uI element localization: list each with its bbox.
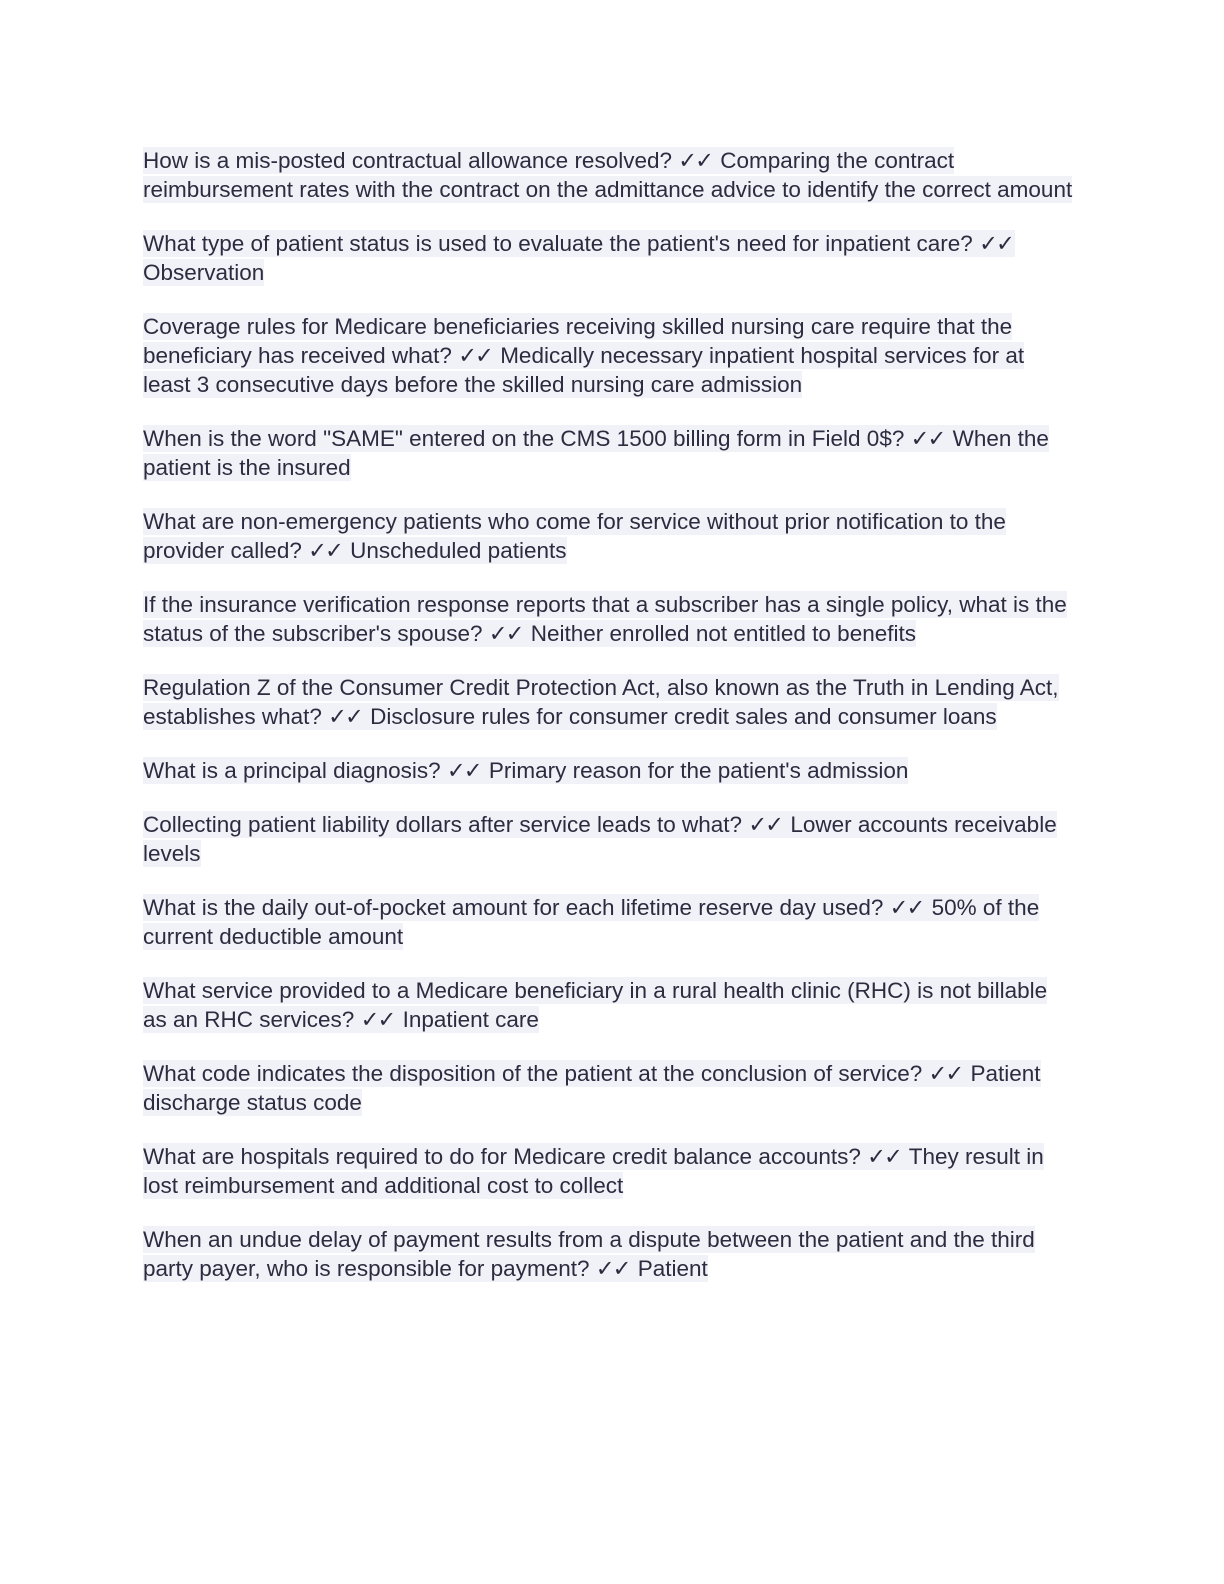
qa-highlight	[143, 1226, 1035, 1282]
question-text: What service provided to a Medicare beneficiary in a rural health clinic (RHC) is not billable as an RHC services?	[143, 978, 1048, 1032]
double-check-icon: ✓✓	[748, 812, 783, 837]
double-check-icon: ✓✓	[928, 1061, 963, 1086]
question-text: Collecting patient liability dollars after service leads to what?	[143, 812, 743, 837]
question-text: Coverage rules for Medicare beneficiaries receiving skilled nursing care require that the beneficiary has received what?	[143, 314, 1013, 368]
question-text: What are hospitals required to do for Medicare credit balance accounts?	[143, 1144, 861, 1169]
qa-highlight	[143, 508, 1006, 564]
qa-highlight	[143, 230, 1015, 286]
question-text: What are non-emergency patients who come for service without prior notification to the provider called?	[143, 509, 1006, 563]
double-check-icon: ✓✓	[488, 621, 523, 646]
qa-highlight	[143, 1060, 1041, 1116]
qa-item	[143, 976, 1073, 1034]
answer-text: They result in lost reimbursement and additional cost to collect	[143, 1144, 1044, 1198]
qa-highlight	[143, 811, 1057, 867]
answer-text: Unscheduled patients	[350, 538, 567, 563]
answer-text: 50% of the current deductible amount	[143, 895, 1040, 949]
answer-text: When the patient is the insured	[143, 426, 1049, 480]
double-check-icon: ✓✓	[678, 148, 712, 173]
answer-text: Neither enrolled not entitled to benefits	[530, 621, 916, 646]
answer-text: Patient discharge status code	[143, 1061, 1041, 1115]
double-check-icon: ✓✓	[360, 1007, 395, 1032]
double-check-icon: ✓✓	[308, 538, 342, 563]
double-check-icon: ✓✓	[910, 426, 945, 451]
question-text: When an undue delay of payment results from a dispute between the patient and the third party payer, who is responsible for payment?	[143, 1227, 1035, 1281]
question-text: Regulation Z of the Consumer Credit Protection Act, also known as the Truth in Lending Act, establishes what?	[143, 675, 1059, 729]
double-check-icon: ✓✓	[889, 895, 924, 920]
qa-highlight	[143, 1143, 1044, 1199]
qa-highlight	[143, 674, 1059, 730]
answer-text: Disclosure rules for consumer credit sales and consumer loans	[370, 704, 997, 729]
answer-text: Inpatient care	[402, 1007, 539, 1032]
qa-item	[143, 1059, 1073, 1117]
double-check-icon: ✓✓	[458, 343, 492, 368]
qa-highlight	[143, 757, 908, 784]
qa-highlight	[143, 425, 1049, 481]
question-text: What is a principal diagnosis?	[143, 758, 441, 783]
double-check-icon: ✓✓	[979, 231, 1013, 256]
qa-item	[143, 673, 1073, 731]
answer-text: Comparing the contract reimbursement rates with the contract on the admittance advice to identify the correct amount	[143, 148, 1073, 202]
question-text: What code indicates the disposition of the patient at the conclusion of service?	[143, 1061, 923, 1086]
answer-text: Medically necessary inpatient hospital services for at least 3 consecutive days before the skilled nursing care admission	[143, 343, 1025, 397]
double-check-icon: ✓✓	[595, 1256, 630, 1281]
qa-highlight	[143, 894, 1039, 950]
qa-item	[143, 312, 1073, 399]
question-text: If the insurance verification response reports that a subscriber has a single policy, what is the status of the subscriber's spouse?	[143, 592, 1067, 646]
answer-text: Lower accounts receivable levels	[143, 812, 1057, 866]
question-text: What type of patient status is used to evaluate the patient's need for inpatient care?	[143, 231, 973, 256]
qa-item	[143, 590, 1073, 648]
qa-item	[143, 424, 1073, 482]
answer-text: Primary reason for the patient's admission	[488, 758, 909, 783]
question-text: What is the daily out-of-pocket amount for each lifetime reserve day used?	[143, 895, 884, 920]
qa-item	[143, 1225, 1073, 1283]
answer-text: Patient	[637, 1256, 708, 1281]
qa-item	[143, 229, 1073, 287]
double-check-icon: ✓✓	[328, 704, 362, 729]
qa-item	[143, 146, 1073, 204]
qa-highlight	[143, 977, 1047, 1033]
double-check-icon: ✓✓	[446, 758, 481, 783]
qa-item	[143, 1142, 1073, 1200]
qa-highlight	[143, 591, 1067, 647]
qa-list	[143, 146, 1073, 1308]
double-check-icon: ✓✓	[867, 1144, 901, 1169]
qa-item	[143, 507, 1073, 565]
qa-item	[143, 893, 1073, 951]
qa-highlight	[143, 147, 1072, 203]
qa-highlight	[143, 313, 1024, 398]
question-text: How is a mis-posted contractual allowance resolved?	[143, 148, 673, 173]
answer-text: Observation	[143, 260, 265, 285]
question-text: When is the word "SAME" entered on the CMS 1500 billing form in Field 0$?	[143, 426, 905, 451]
qa-item	[143, 756, 1073, 785]
qa-item	[143, 810, 1073, 868]
